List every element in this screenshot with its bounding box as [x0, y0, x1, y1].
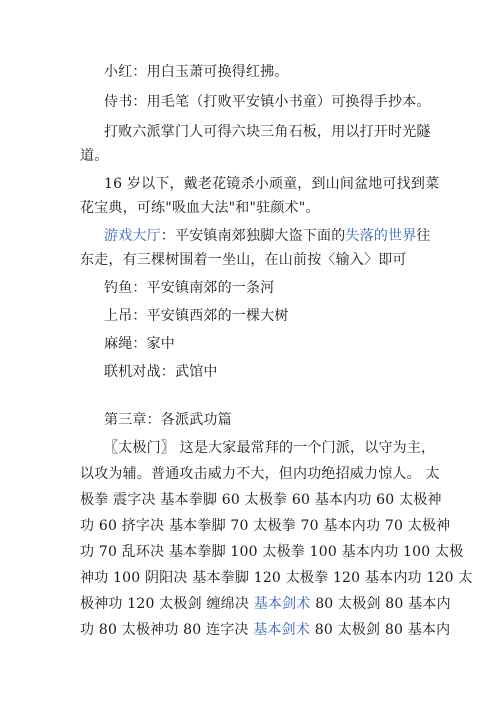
- text-line: 东走，有三棵树围着一坐山，在山前按〈输入〉即可: [80, 252, 407, 268]
- text-line: 钓鱼：平安镇南郊的一条河: [104, 280, 275, 296]
- text-line: 侍书：用毛笔（打败平安镇小书童）可换得手抄本。: [104, 94, 431, 110]
- text-line: 麻绳：家中: [104, 336, 175, 352]
- text-segment: ：平安镇南郊独脚大盗下面的: [160, 228, 346, 244]
- text-line: 功 60 挤字决 基本拳脚 70 太极拳 70 基本内功 70 太极神: [80, 518, 451, 534]
- text-line: 神功 100 阴阳决 基本拳脚 120 太极拳 120 基本内功 120 太: [80, 570, 473, 586]
- text-line-with-link: [80, 594, 451, 614]
- text-segment: 功 80 太极神功 80 连字决: [80, 622, 254, 638]
- text-line: 花宝典，可练"吸血大法"和"驻颜术"。: [80, 200, 320, 216]
- text-line: 上吊：平安镇西郊的一棵大树: [104, 308, 289, 324]
- text-line: 16 岁以下，戴老花镜杀小顽童，到山间盆地可找到菜: [104, 176, 440, 192]
- text-segment: 80 太极剑 80 基本内: [310, 596, 451, 612]
- text-line-with-links: [104, 226, 431, 246]
- text-line-with-link: [80, 620, 451, 640]
- text-line: 道。: [80, 148, 109, 164]
- link-lost-world[interactable]: 失落的世界: [345, 228, 417, 244]
- text-line: 功 70 乱环决 基本拳脚 100 太极拳 100 基本内功 100 太极: [80, 544, 464, 560]
- text-segment: 极神功 120 太极剑 缠绵决: [80, 596, 254, 612]
- text-line: 以攻为辅。普通攻击威力不大，但内功绝招威力惊人。 太: [80, 466, 440, 482]
- text-line: 〖太极门〗 这是大家最常拜的一个门派，以守为主，: [104, 440, 436, 456]
- text-segment: 80 太极剑 80 基本内: [310, 622, 451, 638]
- link-basic-sword[interactable]: 基本剑术: [253, 596, 311, 612]
- link-game-hall[interactable]: 游戏大厅: [104, 228, 161, 244]
- chapter-heading: 第三章：各派武功篇: [104, 412, 232, 428]
- text-line: 小红：用白玉萧可换得红拂。: [104, 64, 289, 80]
- link-basic-sword[interactable]: 基本剑术: [253, 622, 311, 638]
- text-line: 极拳 震字决 基本拳脚 60 太极拳 60 基本内功 60 太极神: [80, 492, 442, 508]
- text-segment: 往: [416, 228, 431, 244]
- text-line: 联机对战：武馆中: [104, 364, 218, 380]
- text-line: 打败六派掌门人可得六块三角石板，用以打开时光隧: [104, 124, 431, 140]
